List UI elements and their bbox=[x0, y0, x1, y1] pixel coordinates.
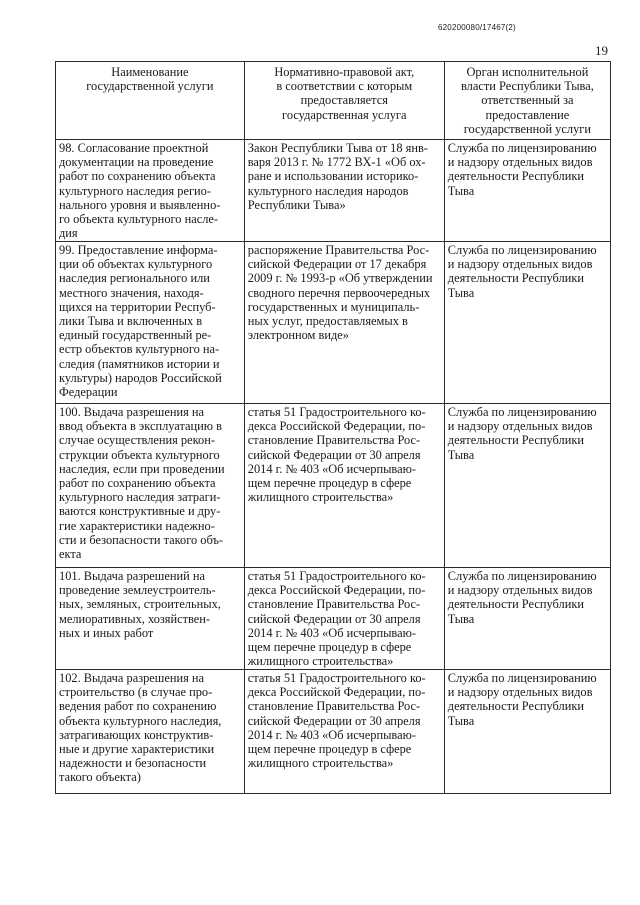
table-header-row bbox=[56, 62, 611, 140]
authority-cell: Служба по лицензированию и надзору отдельных видов деятельности Республики Тыва bbox=[444, 568, 610, 670]
document-id: 620200080/17467(2) bbox=[438, 23, 516, 32]
authority-cell: Служба по лицензированию и надзору отдельных видов деятельности Республики Тыва bbox=[444, 404, 610, 568]
service-cell: 100. Выдача разрешения на ввод объекта в эксплуатацию в случае осуществления рекон- струкции объекта культурного наследия, если при проведении работ по сохранению объекта культурного наследия затраги- ваются конструктивные и дру- гие характеристики надежно- сти и безопасности такого объ- екта bbox=[56, 404, 245, 568]
service-cell: 102. Выдача разрешения на строительство (в случае про- ведения работ по сохранению объекта культурного наследия, затрагивающих конструктив- ные и другие характеристики надежности и безопасности такого объекта) bbox=[56, 670, 245, 794]
authority-cell: Служба по лицензированию и надзору отдельных видов деятельности Республики Тыва bbox=[444, 140, 610, 242]
table-row bbox=[56, 568, 611, 670]
page-number: 19 bbox=[595, 43, 608, 58]
table-row bbox=[56, 140, 611, 242]
header-legal-act: Нормативно-правовой акт, в соответствии с которым предоставляется государственная услуга bbox=[244, 62, 444, 140]
legal-act-cell: статья 51 Градостроительного ко- декса Российской Федерации, по- становление Правительства Рос- сийской Федерации от 30 апреля 2014 г. № 403 «Об исчерпываю- щем перечне процедур в сфере жилищного строительства» bbox=[244, 568, 444, 670]
legal-act-cell: распоряжение Правительства Рос- сийской Федерации от 17 декабря 2009 г. № 1993-р «Об утверждении сводного перечня первоочередных государственных и муниципаль- ных услуг, предоставляемых в электронном виде» bbox=[244, 242, 444, 404]
service-cell: 99. Предоставление информа- ции об объектах культурного наследия регионального или местного значения, находя- щихся на территории Респуб- лики Тыва и включенных в единый государственный ре- естр объектов культурного на- следия (памятников истории и культуры) народов Российской Федерации bbox=[56, 242, 245, 404]
services-table bbox=[55, 61, 611, 794]
header-service-name: Наименование государственной услуги bbox=[56, 62, 245, 140]
legal-act-cell: Закон Республики Тыва от 18 янв- варя 2013 г. № 1772 ВХ-1 «Об ох- ране и использовании историко- культурного наследия народов Республики Тыва» bbox=[244, 140, 444, 242]
service-cell: 98. Согласование проектной документации на проведение работ по сохранению объекта культурного наследия регио- нального уровня и выявленно- го объекта культурного насле- дия bbox=[56, 140, 245, 242]
legal-act-cell: статья 51 Градостроительного ко- декса Российской Федерации, по- становление Правительства Рос- сийской Федерации от 30 апреля 2014 г. № 403 «Об исчерпываю- щем перечне процедур в сфере жилищного строительства» bbox=[244, 670, 444, 794]
service-cell: 101. Выдача разрешений на проведение землеустроитель- ных, земляных, строительных, мелиоративных, хозяйствен- ных и иных работ bbox=[56, 568, 245, 670]
header-responsible-authority: Орган исполнительной власти Республики Тыва, ответственный за предоставление государственной услуги bbox=[444, 62, 610, 140]
table-row bbox=[56, 404, 611, 568]
authority-cell: Служба по лицензированию и надзору отдельных видов деятельности Республики Тыва bbox=[444, 242, 610, 404]
table-row bbox=[56, 670, 611, 794]
table-row bbox=[56, 242, 611, 404]
legal-act-cell: статья 51 Градостроительного ко- декса Российской Федерации, по- становление Правительства Рос- сийской Федерации от 30 апреля 2014 г. № 403 «Об исчерпываю- щем перечне процедур в сфере жилищного строительства» bbox=[244, 404, 444, 568]
authority-cell: Служба по лицензированию и надзору отдельных видов деятельности Республики Тыва bbox=[444, 670, 610, 794]
